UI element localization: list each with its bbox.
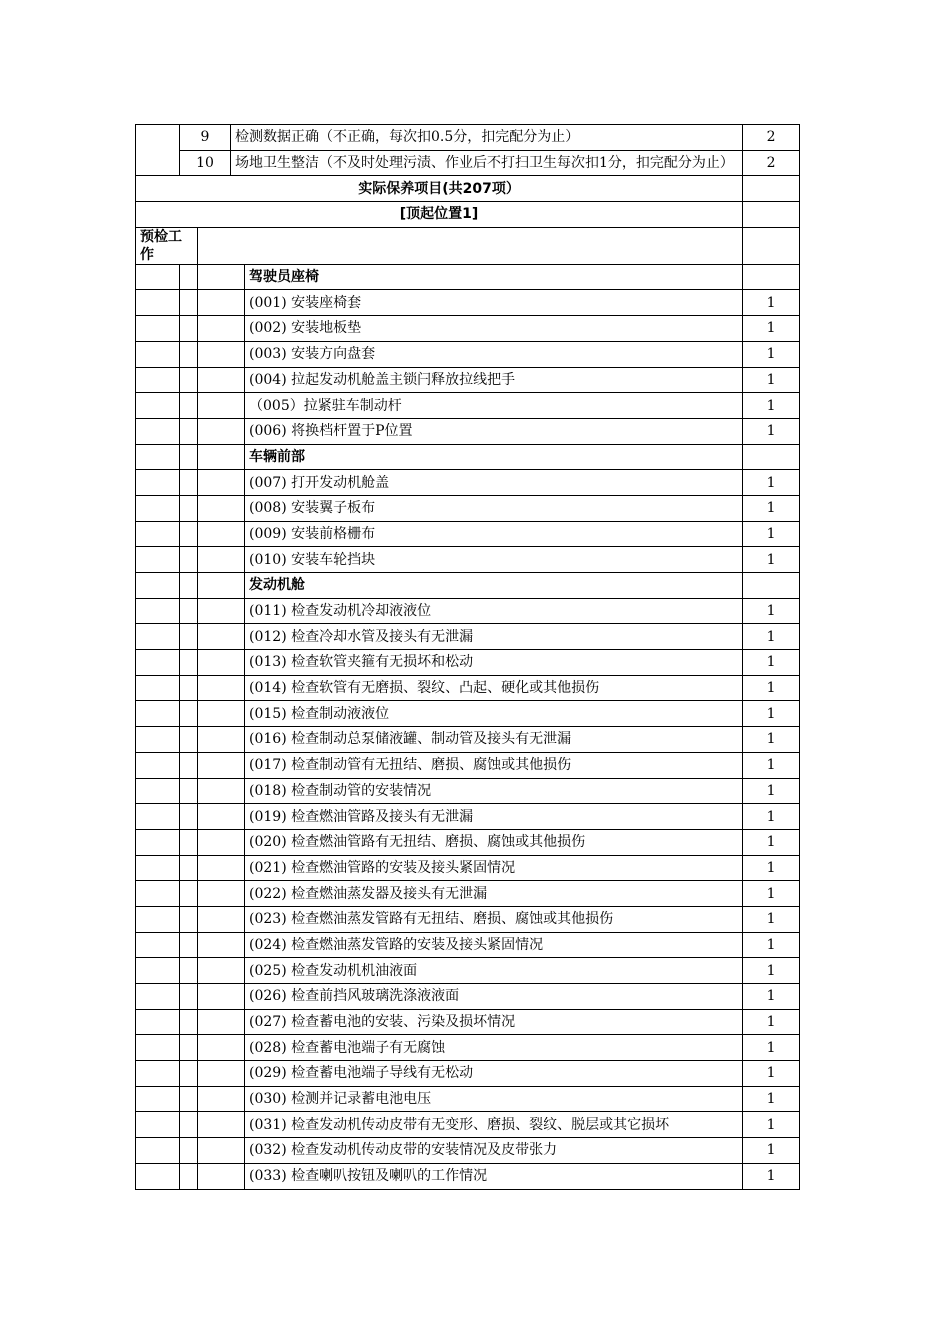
checklist-item-score: 1: [743, 598, 800, 624]
group-title: 发动机舱: [245, 573, 743, 599]
indent-cell: [198, 470, 245, 496]
indent-cell: [136, 881, 180, 907]
indent-cell: [136, 470, 180, 496]
indent-cell: [198, 778, 245, 804]
checklist-item: (004) 拉起发动机舱盖主锁闩释放拉线把手: [245, 367, 743, 393]
indent-cell: [180, 444, 198, 470]
checklist-item-row: [136, 906, 800, 932]
indent-cell: [180, 804, 198, 830]
checklist-item: (016) 检查制动总泵储液罐、制动管及接头有无泄漏: [245, 727, 743, 753]
indent-cell: [180, 958, 198, 984]
checklist-item: (026) 检查前挡风玻璃洗涤液液面: [245, 984, 743, 1010]
indent-cell: [136, 418, 180, 444]
checklist-item: (020) 检查燃油管路有无扭结、磨损、腐蚀或其他损伤: [245, 829, 743, 855]
checklist-item-score: 1: [743, 418, 800, 444]
indent-cell: [198, 932, 245, 958]
group-row: [136, 264, 800, 290]
indent-cell: [198, 547, 245, 573]
checklist-item-row: [136, 701, 800, 727]
checklist-item: (031) 检查发动机传动皮带有无变形、磨损、裂纹、脱层或其它损坏: [245, 1112, 743, 1138]
checklist-item: （005）拉紧驻车制动杆: [245, 393, 743, 419]
checklist-item-score: 1: [743, 393, 800, 419]
checklist-item-score: 1: [743, 367, 800, 393]
scoring-criterion: 检测数据正确（不正确，每次扣0.5分，扣完配分为止）: [231, 125, 743, 151]
checklist-item-row: [136, 881, 800, 907]
checklist-item-score: 1: [743, 727, 800, 753]
checklist-item-score: 1: [743, 624, 800, 650]
checklist-item-row: [136, 393, 800, 419]
indent-cell: [136, 1138, 180, 1164]
scoring-criterion: 场地卫生整洁（不及时处理污渍、作业后不打扫卫生每次扣1分，扣完配分为止）: [231, 150, 743, 176]
indent-cell: [136, 290, 180, 316]
indent-cell: [136, 752, 180, 778]
scoring-number: 9: [180, 125, 231, 151]
checklist-item-score: 1: [743, 804, 800, 830]
checklist-item-row: [136, 932, 800, 958]
indent-cell: [180, 1061, 198, 1087]
indent-cell: [198, 650, 245, 676]
checklist-item-score: 1: [743, 495, 800, 521]
indent-cell: [136, 316, 180, 342]
indent-cell: [198, 1086, 245, 1112]
checklist-item-score: 1: [743, 984, 800, 1010]
checklist-item-row: [136, 727, 800, 753]
checklist-item-row: [136, 675, 800, 701]
checklist-item-row: [136, 470, 800, 496]
indent-cell: [180, 393, 198, 419]
indent-cell: [136, 932, 180, 958]
checklist-item-score: 1: [743, 701, 800, 727]
indent-cell: [180, 316, 198, 342]
group-score: [743, 264, 800, 290]
checklist-item-score: 1: [743, 675, 800, 701]
phase-title: 预检工作: [136, 227, 198, 264]
indent-cell: [180, 1035, 198, 1061]
indent-cell: [136, 1035, 180, 1061]
scoring-category-cell: [136, 125, 180, 176]
checklist-item: (030) 检测并记录蓄电池电压: [245, 1086, 743, 1112]
indent-cell: [136, 1163, 180, 1189]
indent-cell: [136, 675, 180, 701]
checklist-item-score: 1: [743, 855, 800, 881]
scoring-row: [136, 150, 800, 176]
checklist-item-row: [136, 624, 800, 650]
indent-cell: [136, 650, 180, 676]
checklist-item: (014) 检查软管有无磨损、裂纹、凸起、硬化或其他损伤: [245, 675, 743, 701]
indent-cell: [136, 958, 180, 984]
checklist-item-row: [136, 1035, 800, 1061]
checklist-item-row: [136, 829, 800, 855]
checklist-item: (002) 安装地板垫: [245, 316, 743, 342]
maintenance-checklist-table: [135, 124, 800, 1190]
indent-cell: [180, 573, 198, 599]
group-score: [743, 573, 800, 599]
indent-cell: [198, 1035, 245, 1061]
checklist-item-row: [136, 418, 800, 444]
checklist-item: (019) 检查燃油管路及接头有无泄漏: [245, 804, 743, 830]
checklist-item-score: 1: [743, 829, 800, 855]
indent-cell: [180, 547, 198, 573]
checklist-item-score: 1: [743, 1035, 800, 1061]
indent-cell: [136, 547, 180, 573]
section-title: 实际保养项目(共207项）: [136, 176, 743, 202]
checklist-item: (028) 检查蓄电池端子有无腐蚀: [245, 1035, 743, 1061]
indent-cell: [136, 1112, 180, 1138]
indent-cell: [198, 727, 245, 753]
indent-cell: [198, 984, 245, 1010]
checklist-item-row: [136, 650, 800, 676]
checklist-item: (032) 检查发动机传动皮带的安装情况及皮带张力: [245, 1138, 743, 1164]
checklist-item: (017) 检查制动管有无扭结、磨损、腐蚀或其他损伤: [245, 752, 743, 778]
indent-cell: [136, 393, 180, 419]
checklist-item-row: [136, 804, 800, 830]
indent-cell: [180, 290, 198, 316]
checklist-item: (015) 检查制动液液位: [245, 701, 743, 727]
indent-cell: [180, 932, 198, 958]
checklist-item-row: [136, 547, 800, 573]
checklist-item-row: [136, 778, 800, 804]
checklist-item-row: [136, 1112, 800, 1138]
indent-cell: [136, 804, 180, 830]
checklist-item-row: [136, 1163, 800, 1189]
indent-cell: [198, 804, 245, 830]
indent-cell: [136, 624, 180, 650]
indent-cell: [180, 855, 198, 881]
indent-cell: [198, 906, 245, 932]
group-row: [136, 573, 800, 599]
group-title: 车辆前部: [245, 444, 743, 470]
checklist-item-score: 1: [743, 290, 800, 316]
checklist-item-score: 1: [743, 650, 800, 676]
checklist-item-score: 1: [743, 547, 800, 573]
checklist-item: (009) 安装前格栅布: [245, 521, 743, 547]
indent-cell: [136, 727, 180, 753]
checklist-item-score: 1: [743, 1086, 800, 1112]
indent-cell: [180, 778, 198, 804]
checklist-item-row: [136, 752, 800, 778]
indent-cell: [180, 650, 198, 676]
indent-cell: [136, 444, 180, 470]
checklist-item: (027) 检查蓄电池的安装、污染及损坏情况: [245, 1009, 743, 1035]
checklist-item: (013) 检查软管夹箍有无损坏和松动: [245, 650, 743, 676]
checklist-item: (022) 检查燃油蒸发器及接头有无泄漏: [245, 881, 743, 907]
indent-cell: [198, 675, 245, 701]
indent-cell: [198, 958, 245, 984]
checklist-item-score: 1: [743, 470, 800, 496]
indent-cell: [180, 701, 198, 727]
phase-title-score: [743, 227, 800, 264]
checklist-item-score: 1: [743, 778, 800, 804]
checklist-item: (007) 打开发动机舱盖: [245, 470, 743, 496]
indent-cell: [136, 1009, 180, 1035]
group-row: [136, 444, 800, 470]
indent-cell: [198, 521, 245, 547]
indent-cell: [180, 624, 198, 650]
indent-cell: [198, 495, 245, 521]
scoring-points: 2: [743, 125, 800, 151]
indent-cell: [136, 264, 180, 290]
indent-cell: [180, 521, 198, 547]
indent-cell: [198, 290, 245, 316]
checklist-item-score: 1: [743, 958, 800, 984]
checklist-item: (025) 检查发动机机油液面: [245, 958, 743, 984]
indent-cell: [180, 1138, 198, 1164]
checklist-item-score: 1: [743, 1163, 800, 1189]
scoring-points: 2: [743, 150, 800, 176]
indent-cell: [198, 752, 245, 778]
checklist-item: (011) 检查发动机冷却液液位: [245, 598, 743, 624]
scoring-number: 10: [180, 150, 231, 176]
indent-cell: [198, 418, 245, 444]
section-title-row: [136, 176, 800, 202]
indent-cell: [180, 598, 198, 624]
indent-cell: [180, 264, 198, 290]
indent-cell: [180, 752, 198, 778]
indent-cell: [180, 984, 198, 1010]
indent-cell: [180, 1086, 198, 1112]
checklist-item-row: [136, 521, 800, 547]
checklist-item-score: 1: [743, 881, 800, 907]
checklist-item: (024) 检查燃油蒸发管路的安装及接头紧固情况: [245, 932, 743, 958]
indent-cell: [180, 418, 198, 444]
indent-cell: [198, 1138, 245, 1164]
indent-cell: [136, 701, 180, 727]
indent-cell: [136, 829, 180, 855]
scoring-row: [136, 125, 800, 151]
checklist-item-score: 1: [743, 1138, 800, 1164]
indent-cell: [198, 881, 245, 907]
checklist-item-row: [136, 598, 800, 624]
indent-cell: [198, 341, 245, 367]
section-title-score: [743, 176, 800, 202]
indent-cell: [198, 393, 245, 419]
checklist-item-score: 1: [743, 341, 800, 367]
indent-cell: [198, 829, 245, 855]
indent-cell: [180, 675, 198, 701]
checklist-item-row: [136, 855, 800, 881]
checklist-item-score: 1: [743, 316, 800, 342]
checklist-item-score: 1: [743, 752, 800, 778]
indent-cell: [198, 624, 245, 650]
indent-cell: [198, 264, 245, 290]
checklist-item: (018) 检查制动管的安装情况: [245, 778, 743, 804]
indent-cell: [198, 598, 245, 624]
indent-cell: [136, 367, 180, 393]
indent-cell: [180, 470, 198, 496]
indent-cell: [198, 367, 245, 393]
indent-cell: [136, 778, 180, 804]
checklist-item: (012) 检查冷却水管及接头有无泄漏: [245, 624, 743, 650]
indent-cell: [198, 1061, 245, 1087]
checklist-item-row: [136, 316, 800, 342]
checklist-item-row: [136, 1086, 800, 1112]
indent-cell: [180, 495, 198, 521]
position-title: [顶起位置1]: [136, 202, 743, 228]
position-title-score: [743, 202, 800, 228]
checklist-item: (008) 安装翼子板布: [245, 495, 743, 521]
indent-cell: [136, 855, 180, 881]
phase-title-blank: [198, 227, 743, 264]
indent-cell: [136, 598, 180, 624]
indent-cell: [136, 906, 180, 932]
checklist-item: (006) 将换档杆置于P位置: [245, 418, 743, 444]
group-title: 驾驶员座椅: [245, 264, 743, 290]
indent-cell: [198, 1112, 245, 1138]
checklist-item-row: [136, 290, 800, 316]
indent-cell: [136, 1061, 180, 1087]
checklist-item: (003) 安装方向盘套: [245, 341, 743, 367]
indent-cell: [180, 341, 198, 367]
checklist-item-row: [136, 495, 800, 521]
checklist-item-row: [136, 1138, 800, 1164]
indent-cell: [136, 495, 180, 521]
indent-cell: [198, 855, 245, 881]
indent-cell: [198, 444, 245, 470]
indent-cell: [180, 1163, 198, 1189]
checklist-item: (023) 检查燃油蒸发管路有无扭结、磨损、腐蚀或其他损伤: [245, 906, 743, 932]
checklist-item-row: [136, 367, 800, 393]
checklist-item-row: [136, 341, 800, 367]
checklist-item: (029) 检查蓄电池端子导线有无松动: [245, 1061, 743, 1087]
phase-title-row: [136, 227, 800, 264]
indent-cell: [198, 1009, 245, 1035]
checklist-item: (021) 检查燃油管路的安装及接头紧固情况: [245, 855, 743, 881]
group-score: [743, 444, 800, 470]
checklist-item-score: 1: [743, 1061, 800, 1087]
checklist-item: (010) 安装车轮挡块: [245, 547, 743, 573]
indent-cell: [198, 701, 245, 727]
checklist-item-row: [136, 958, 800, 984]
indent-cell: [180, 367, 198, 393]
checklist-item: (033) 检查喇叭按钮及喇叭的工作情况: [245, 1163, 743, 1189]
checklist-item-row: [136, 984, 800, 1010]
checklist-item-score: 1: [743, 521, 800, 547]
checklist-item-row: [136, 1061, 800, 1087]
checklist-item-score: 1: [743, 1112, 800, 1138]
indent-cell: [198, 316, 245, 342]
indent-cell: [136, 521, 180, 547]
indent-cell: [180, 1112, 198, 1138]
position-title-row: [136, 202, 800, 228]
indent-cell: [180, 906, 198, 932]
indent-cell: [180, 727, 198, 753]
checklist-item-score: 1: [743, 1009, 800, 1035]
checklist-item-score: 1: [743, 906, 800, 932]
indent-cell: [198, 1163, 245, 1189]
indent-cell: [180, 881, 198, 907]
checklist-item: (001) 安装座椅套: [245, 290, 743, 316]
indent-cell: [136, 984, 180, 1010]
indent-cell: [198, 573, 245, 599]
indent-cell: [136, 1086, 180, 1112]
indent-cell: [180, 829, 198, 855]
indent-cell: [180, 1009, 198, 1035]
indent-cell: [136, 341, 180, 367]
table-body: [136, 125, 800, 1190]
checklist-item-row: [136, 1009, 800, 1035]
checklist-item-score: 1: [743, 932, 800, 958]
indent-cell: [136, 573, 180, 599]
